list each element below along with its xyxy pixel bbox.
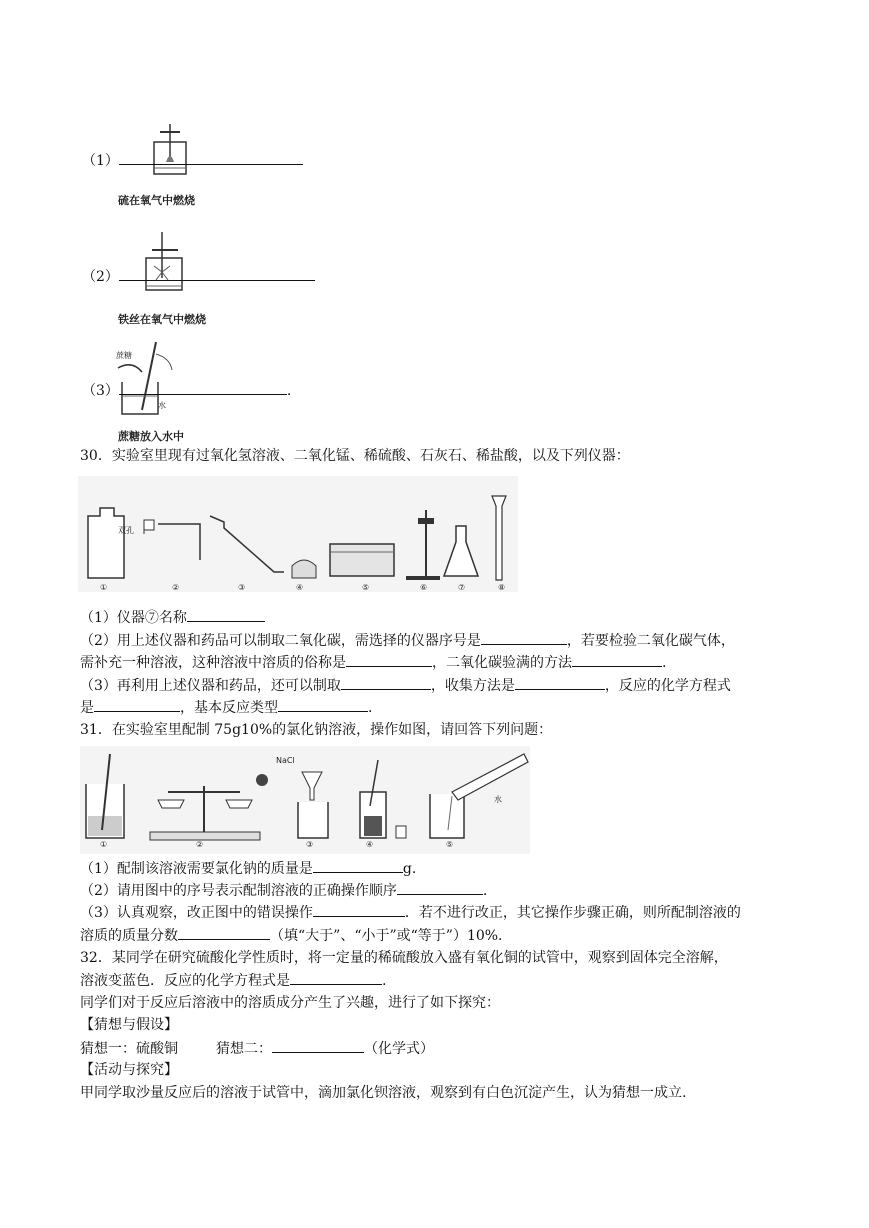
q32-heading-hypothesis: 【猜想与假设】 xyxy=(80,1017,178,1033)
water-tag: 水 xyxy=(494,795,502,804)
q30-co2-full-method-blank[interactable] xyxy=(572,652,662,667)
q32-line-1: 32．某同学在研究硫酸化学性质时，将一定量的稀硫酸放入盛有氧化铜的试管中，观察到固体完全溶解， xyxy=(80,950,728,966)
fig30-num-3: ③ xyxy=(238,583,246,592)
q30-instrument7-blank[interactable] xyxy=(187,607,265,622)
exp3-number: （3） xyxy=(82,383,119,399)
q32-line-3: 同学们对于反应后溶液中的溶质成分产生了兴趣，进行了如下探究： xyxy=(80,995,500,1011)
q30-apparatus-figure xyxy=(78,476,518,592)
q32-heading-activity: 【活动与探究】 xyxy=(80,1062,178,1078)
q31-nacl-mass-blank[interactable] xyxy=(313,858,403,873)
q31-stem: 31．在实验室里配制 75g10%的氯化钠溶液，操作如图，请回答下列问题： xyxy=(80,722,553,738)
q30-solute-name-blank[interactable] xyxy=(346,652,432,667)
fig31-num-1: ① xyxy=(100,840,108,849)
q32-line-4: 甲同学取沙量反应后的溶液于试管中，滴加氯化钡溶液，观察到有白色沉淀产生，认为猜想一成立. xyxy=(80,1085,687,1101)
q30-equation-blank[interactable] xyxy=(94,697,180,712)
nacl-label: NaCl xyxy=(276,756,295,765)
q31-operations-figure xyxy=(80,746,530,854)
q30-stem: 30．实验室里现有过氧化氢溶液、二氧化锰、稀硫酸、石灰石、稀盐酸，以及下列仪器： xyxy=(80,448,630,464)
q30-p1-text: （1）仪器⑦名称 xyxy=(80,610,187,626)
fig30-num-2: ② xyxy=(172,583,180,592)
q30-co2-instruments-blank[interactable] xyxy=(481,630,567,645)
q32-equation-blank[interactable] xyxy=(290,970,382,985)
exp1-number: （1） xyxy=(82,153,119,169)
exp3-caption: 蔗糖放入水中 xyxy=(118,430,184,443)
exp2-number: （2） xyxy=(82,269,119,285)
fig30-num-5: ⑤ xyxy=(362,583,370,592)
fig31-num-4: ④ xyxy=(366,840,374,849)
water-label: 水 xyxy=(158,401,166,410)
fig30-num-7: ⑦ xyxy=(458,583,466,592)
sugar-label: 蔗糖 xyxy=(116,351,132,360)
fig30-num-8: ⑧ xyxy=(498,583,506,592)
exp2-answer-blank[interactable] xyxy=(119,266,315,281)
fig31-num-2: ② xyxy=(196,840,204,849)
q31-correction-blank[interactable] xyxy=(313,902,405,917)
q30-collection-method-blank[interactable] xyxy=(515,675,605,690)
q32-guess-2-blank[interactable] xyxy=(272,1038,364,1053)
q31-fraction-compare-blank[interactable] xyxy=(178,925,270,940)
exp1-answer-blank[interactable] xyxy=(119,150,303,165)
exp1-caption: 硫在氧气中燃烧 xyxy=(118,194,195,207)
exp3-answer-blank[interactable] xyxy=(119,380,287,395)
fig31-num-5: ⑤ xyxy=(446,840,454,849)
iron-burning-illustration xyxy=(138,228,198,298)
fig30-num-1: ① xyxy=(100,583,108,592)
fig31-num-3: ③ xyxy=(306,840,314,849)
q32-guess-1: 猜想一：硫酸铜 xyxy=(80,1041,178,1057)
fig30-num-6: ⑥ xyxy=(420,583,428,592)
fig30-num-4: ④ xyxy=(296,583,304,592)
exp2-caption: 铁丝在氧气中燃烧 xyxy=(118,313,206,326)
q30-other-gas-blank[interactable] xyxy=(341,675,431,690)
double-hole-label: 双孔 xyxy=(118,526,134,535)
q31-order-blank[interactable] xyxy=(397,880,483,895)
q30-reaction-type-blank[interactable] xyxy=(278,697,368,712)
